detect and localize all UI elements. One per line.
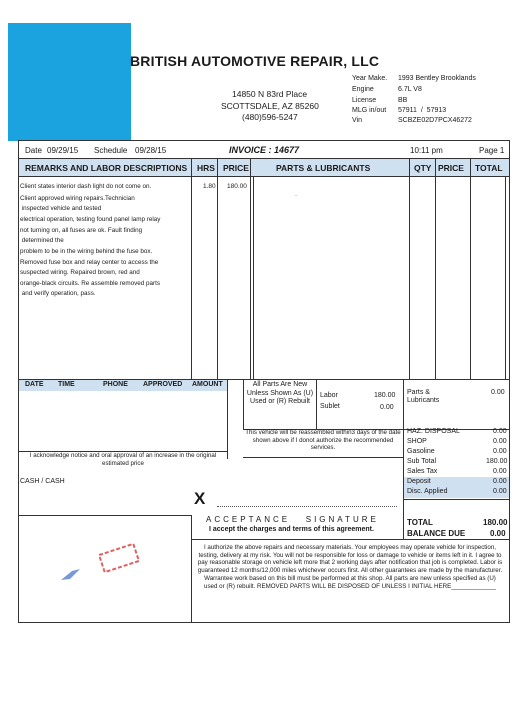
summary-value: 0.00 xyxy=(493,428,507,435)
summary-label: Sales Tax xyxy=(407,468,438,475)
remarks-line: not turning on, all fuses are ok. Fault finding xyxy=(20,227,143,234)
stray-mark: · xyxy=(295,193,297,199)
redaction-block xyxy=(8,23,131,141)
balance-due-label: BALANCE DUE xyxy=(407,529,466,538)
col-price-2: PRICE xyxy=(438,163,464,173)
sublet-label: Sublet xyxy=(320,403,340,410)
col-total: TOTAL xyxy=(475,163,503,173)
summary-value: 0.00 xyxy=(493,438,507,445)
pen-mark xyxy=(58,565,86,585)
invoice-time: 10:11 pm xyxy=(410,146,443,155)
approval-col-approved: APPROVED xyxy=(143,381,183,388)
vehicle-label-mileage: MLG in/out xyxy=(352,107,387,114)
vehicle-value-license: BB xyxy=(398,97,408,104)
approval-col-amount: AMOUNT xyxy=(192,381,223,388)
acceptance-title: ACCEPTANCE SIGNATURE xyxy=(206,515,379,524)
col-qty: QTY xyxy=(414,163,432,173)
summary-label: HAZ. DISPOSAL xyxy=(407,428,460,435)
page-number: Page 1 xyxy=(479,146,505,155)
remarks-line: problem to be in the wiring behind the fuse box. xyxy=(20,248,153,255)
remarks-line: determined the xyxy=(20,237,64,244)
date-label: Date xyxy=(25,146,42,155)
schedule-value: 09/28/15 xyxy=(135,146,167,155)
signature-x: X xyxy=(194,489,206,508)
col-parts: PARTS & LUBRICANTS xyxy=(276,163,371,173)
vehicle-value-vin: SCBZE02D7PCX46272 xyxy=(398,117,472,124)
acceptance-subtitle: I accept the charges and terms of this agreement. xyxy=(209,526,374,533)
parts-new-note: All Parts Are New Unless Shown As (U) Used or (R) Rebuilt xyxy=(246,381,314,405)
total-label: TOTAL xyxy=(407,518,433,527)
summary-value: 0.00 xyxy=(493,488,507,495)
company-address-2: SCOTTSDALE, AZ 85260 xyxy=(221,101,319,111)
summary-label: Deposit xyxy=(407,478,431,485)
payment-method: CASH / CASH xyxy=(20,478,65,485)
stamp-mark xyxy=(95,540,145,576)
labor-total-value: 180.00 xyxy=(374,392,396,399)
summary-label: SHOP xyxy=(407,438,427,445)
approval-col-date: DATE xyxy=(25,381,44,388)
remarks-line: suspected wiring. Repaired brown, red and xyxy=(20,269,140,276)
signature-line xyxy=(217,506,397,507)
summary-value: 0.00 xyxy=(493,478,507,485)
vehicle-value-mileage: 57911 / 57913 xyxy=(398,107,447,114)
summary-label: Gasoline xyxy=(407,448,435,455)
parts-lubricants-value: 0.00 xyxy=(491,389,505,396)
remarks-line: Client approved wiring repairs.Technician xyxy=(20,195,135,202)
approval-col-phone: PHONE xyxy=(103,381,128,388)
company-phone: (480)596-5247 xyxy=(242,112,298,122)
total-value: 180.00 xyxy=(483,518,508,527)
reassemble-note: This vehicle will be reassembled within3 days of the date shown above if I donot authorize the recommended services. xyxy=(245,429,401,451)
remarks-line: electrical operation, testing found panel lamp relay xyxy=(20,216,161,223)
parts-lubricants-label: Parts & Lubricants xyxy=(407,389,440,404)
vehicle-label-license: License xyxy=(352,97,377,104)
labor-price: 180.00 xyxy=(227,183,247,190)
vehicle-label-vin: Vin xyxy=(352,117,362,124)
col-remarks: REMARKS AND LABOR DESCRIPTIONS xyxy=(25,163,188,173)
approval-col-time: TIME xyxy=(58,381,75,388)
summary-value: 0.00 xyxy=(493,468,507,475)
approval-notice: I acknowledge notice and oral approval of an increase in the original estimated price xyxy=(29,452,217,467)
labor-hrs: 1.80 xyxy=(203,183,216,190)
schedule-label: Schedule xyxy=(94,146,128,155)
vehicle-label-year: Year Make. xyxy=(352,75,388,82)
company-name: BRITISH AUTOMOTIVE REPAIR, LLC xyxy=(130,53,380,69)
remarks-line: and verify operation, pass. xyxy=(20,290,96,297)
vehicle-value-engine: 6.7L V8 xyxy=(398,86,422,93)
invoice-number: INVOICE : 14677 xyxy=(229,145,300,155)
company-address-1: 14850 N 83rd Place xyxy=(232,89,308,99)
balance-due-value: 0.00 xyxy=(490,529,506,538)
vehicle-label-engine: Engine xyxy=(352,86,374,93)
terms-text: I authorize the above repairs and necessary materials. Your employees may operate vehicle for inspection, testing, delivery at my risk. You will not be responsible for loss or damage to vehicle or items left in it. I agree to pay reasonable storage on vehicle left more that 2 working days after notification that job is completed. Labor is guaranteed 12 months/12,000 miles whichever occurs first. All other guarantees are made by the manufacturer. Warrantee work based on this bill must be performed at this shop. All parts are new unless specified as (U) used or (R) rebuilt. REMOVED PARTS WILL BE DISPOSED OF UNLESS I INITIAL HERE_____________ xyxy=(197,544,503,590)
remarks-line: Removed fuse box and relay center to access the xyxy=(20,259,159,266)
sublet-value: 0.00 xyxy=(380,404,394,411)
summary-value: 0.00 xyxy=(493,448,507,455)
remarks-line: orange-black circuits. Re assemble removed parts xyxy=(20,280,160,287)
summary-label: Disc. Applied xyxy=(407,488,448,495)
summary-value: 180.00 xyxy=(486,458,508,465)
col-hrs: HRS xyxy=(197,163,215,173)
summary-label: Sub Total xyxy=(407,458,437,465)
labor-total-label: Labor xyxy=(320,392,338,399)
remarks-line: Client states interior dash light do not come on. xyxy=(20,183,152,190)
col-price: PRICE xyxy=(223,163,249,173)
invoice-form xyxy=(18,140,510,623)
date-value: 09/29/15 xyxy=(47,146,79,155)
remarks-line: inspected vehicle and tested xyxy=(20,205,102,212)
vehicle-value-year: 1993 Bentley Brooklands xyxy=(398,75,476,82)
